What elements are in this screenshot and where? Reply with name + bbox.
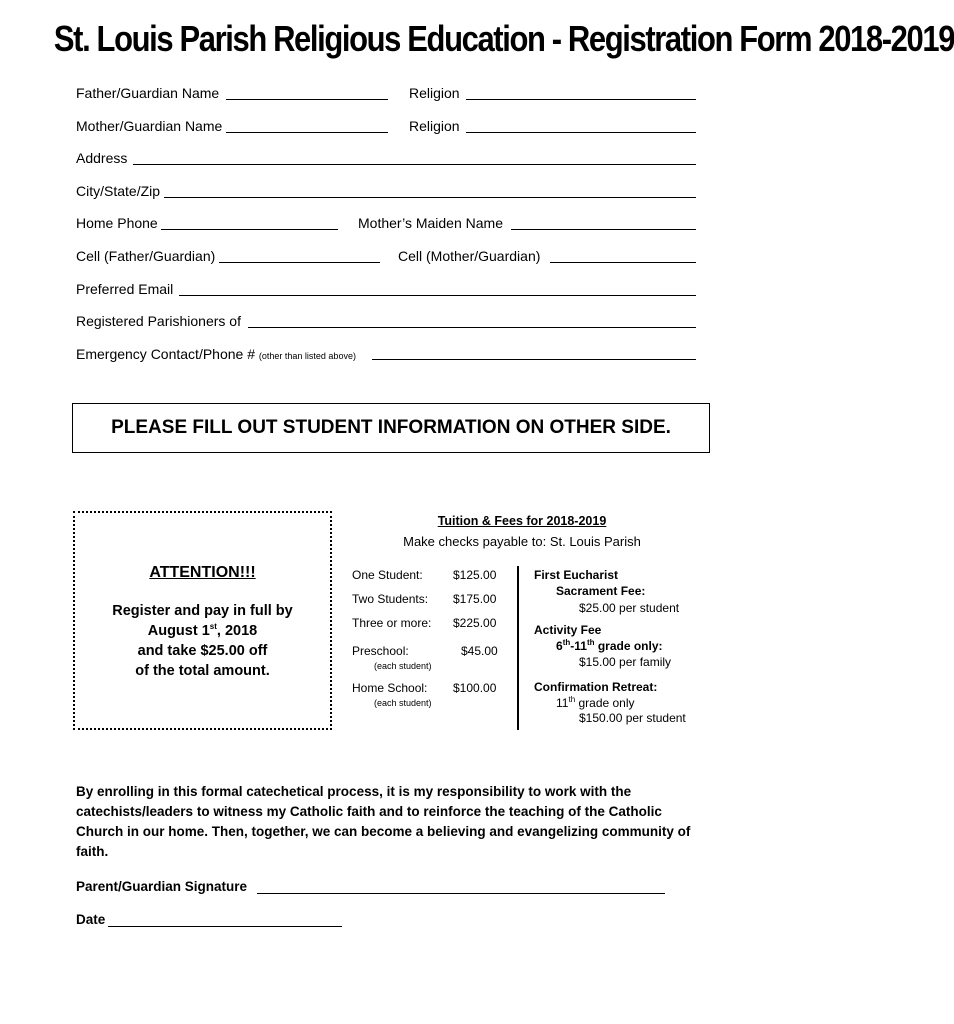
religion-label-2: Religion: [409, 118, 460, 134]
fees-divider: [517, 566, 519, 730]
date-label: Date: [76, 912, 106, 927]
cell-mother-line[interactable]: [550, 262, 696, 263]
activity-fee-title: Activity Fee: [534, 623, 602, 637]
religion-line-2[interactable]: [466, 132, 696, 133]
mother-name-line[interactable]: [226, 132, 388, 133]
city-state-zip-line[interactable]: [164, 197, 696, 198]
fee-label-homeschool: Home School:: [352, 681, 428, 695]
religion-label-1: Religion: [409, 85, 460, 101]
father-name-label: Father/Guardian Name: [76, 85, 220, 101]
cell-mother-label: Cell (Mother/Guardian): [398, 248, 541, 264]
email-line[interactable]: [179, 295, 696, 296]
emergency-text: Emergency Contact/Phone #: [76, 346, 255, 362]
attention-line-3: and take $25.00 off: [137, 643, 268, 659]
fee-label-one: One Student:: [352, 568, 423, 582]
emergency-line[interactable]: [372, 359, 696, 360]
fee-amount-preschool: $45.00: [461, 644, 498, 658]
date-line[interactable]: [108, 926, 342, 927]
attention-line-1: Register and pay in full by: [112, 603, 293, 619]
fee-amount-three: $225.00: [453, 616, 497, 630]
maiden-name-label: Mother’s Maiden Name: [358, 215, 503, 231]
home-phone-line[interactable]: [161, 229, 338, 230]
notice-box: [72, 403, 710, 453]
fees-title: Tuition & Fees for 2018-2019: [437, 514, 607, 528]
religion-line-1[interactable]: [466, 99, 696, 100]
first-eucharist-title: First Eucharist: [534, 568, 619, 582]
statement-paragraph: By enrolling in this formal catechetical process, it is my responsibility to work with the catechists/leaders to witness my Catholic faith and to reinforce the teaching of the Catholic Church in our home. Then, together, we can become a believing and evangelizing community of faith.: [76, 784, 691, 859]
home-phone-label: Home Phone: [76, 215, 158, 231]
confirmation-amount: $150.00 per student: [579, 711, 686, 725]
email-label: Preferred Email: [76, 281, 174, 297]
page-title: St. Louis Parish Religious Education - Registration Form 2018-2019: [53, 18, 954, 59]
fee-amount-homeschool: $100.00: [453, 681, 497, 695]
father-name-line[interactable]: [226, 99, 388, 100]
signature-line[interactable]: [257, 893, 665, 894]
attention-line-2: August 1st, 2018: [147, 622, 258, 639]
confirmation-title: Confirmation Retreat:: [534, 680, 658, 694]
attention-title: ATTENTION!!!: [149, 564, 256, 581]
parishioners-label: Registered Parishioners of: [76, 313, 241, 329]
fee-note-preschool: (each student): [374, 661, 432, 671]
maiden-name-line[interactable]: [511, 229, 696, 230]
signature-label: Parent/Guardian Signature: [76, 879, 248, 894]
cell-father-label: Cell (Father/Guardian): [76, 248, 216, 264]
attention-text: [73, 601, 332, 681]
fee-amount-one: $125.00: [453, 568, 497, 582]
emergency-label: [76, 346, 356, 362]
notice-text: PLEASE FILL OUT STUDENT INFORMATION ON OTHER SIDE.: [111, 417, 671, 438]
fee-label-two: Two Students:: [352, 592, 429, 606]
first-eucharist-sub: Sacrament Fee:: [556, 584, 646, 598]
emergency-note: (other than listed above): [258, 351, 356, 361]
cell-father-line[interactable]: [219, 262, 380, 263]
fee-amount-two: $175.00: [453, 592, 497, 606]
fee-label-preschool: Preschool:: [352, 644, 409, 658]
address-line[interactable]: [133, 164, 696, 165]
activity-fee-amount: $15.00 per family: [579, 655, 672, 669]
address-label: Address: [76, 150, 128, 166]
city-state-zip-label: City/State/Zip: [76, 183, 161, 199]
activity-fee-grade: 6th-11th grade only:: [556, 638, 663, 653]
mother-name-label: Mother/Guardian Name: [76, 118, 223, 134]
attention-line-4: of the total amount.: [135, 663, 270, 679]
first-eucharist-amount: $25.00 per student: [579, 601, 680, 615]
parishioners-line[interactable]: [248, 327, 696, 328]
fees-payable: Make checks payable to: St. Louis Parish: [403, 534, 641, 549]
fee-note-homeschool: (each student): [374, 698, 432, 708]
confirmation-grade: 11th grade only: [556, 695, 635, 710]
fee-label-three: Three or more:: [352, 616, 432, 630]
